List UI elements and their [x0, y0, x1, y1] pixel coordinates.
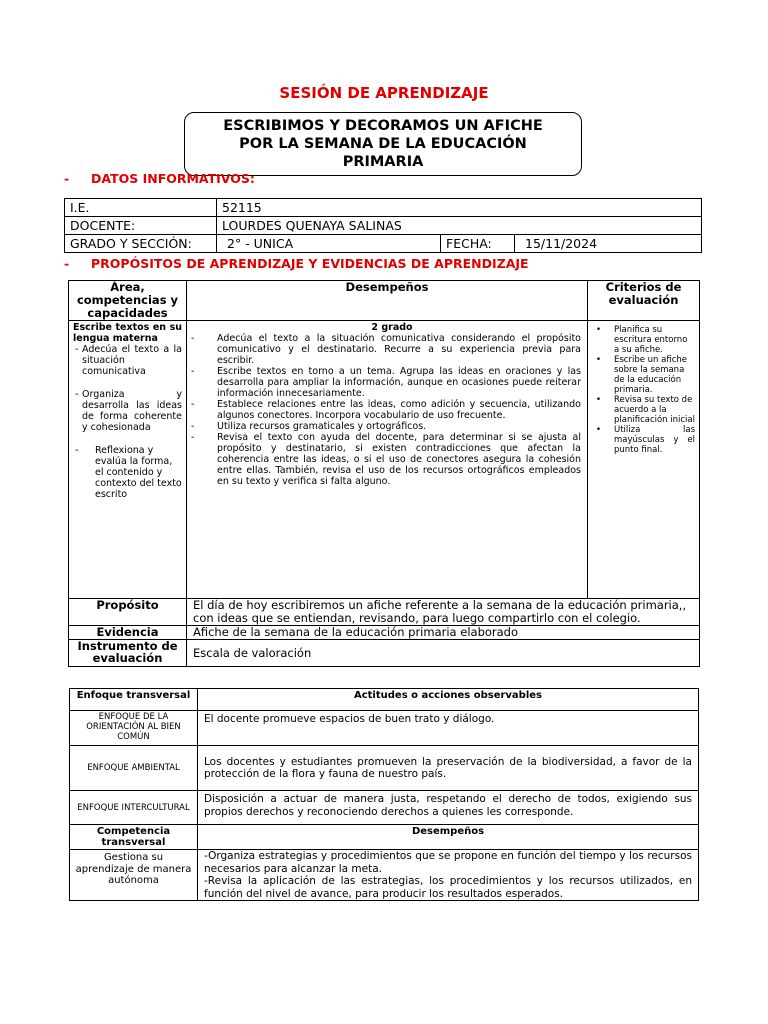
- desempeno-item: - Revisa el texto con ayuda del docente, para determinar si se ajusta al propósito y destinatario, si existen contradicciones que afectan la coherencia entre las ideas, o si el uso de conectores asegura la cohesión entre ellas. También, revisa el uso de los recursos ortográficos empleados en su texto y verifica si falta alguno.: [189, 432, 581, 487]
- instrumento-label: Instrumento de evaluación: [69, 640, 187, 667]
- header-criterios: Criterios de evaluación: [588, 281, 700, 321]
- evidencia-row: [69, 626, 700, 640]
- criterio-item: • Planifica su escritura entorno a su afiche.: [590, 325, 695, 355]
- page-title: SESIÓN DE APRENDIZAJE: [279, 84, 489, 102]
- header-area: Área, competencias y capacidades: [69, 281, 187, 321]
- criterio-item: • Revisa su texto de acuerdo a la planificación inicial: [590, 395, 695, 425]
- header-actitudes: Actitudes o acciones observables: [198, 689, 699, 711]
- enfoque-row: [70, 746, 699, 791]
- grado-value: 2° - UNICA: [217, 235, 441, 253]
- competencia-desempeno-item: -Organiza estrategias y procedimientos que se propone en función del tiempo y los recursos necesarios para alcanzar la meta.: [204, 850, 692, 875]
- info-row-ie: [65, 199, 702, 217]
- desempeno-item: - Establece relaciones entre las ideas, como adición y secuencia, utilizando algunos conectores. Incorpora vocabulario de uso frecuente.: [189, 399, 581, 421]
- enfoque-header-row: [70, 689, 699, 711]
- evidencia-text: Afiche de la semana de la educación primaria elaborado: [187, 626, 700, 640]
- enfoque-actitud: El docente promueve espacios de buen trato y diálogo.: [198, 711, 699, 746]
- header-desempenos: Desempeños: [187, 281, 588, 321]
- enfoque-row: [70, 711, 699, 746]
- competencia-transversal-name: Gestiona su aprendizaje de manera autónoma: [70, 850, 198, 901]
- capacidad-item: - Reflexiona y evalúa la forma, el contenido y contexto del texto escrito: [73, 445, 182, 500]
- area-cell: [69, 321, 187, 599]
- ie-value: 52115: [217, 199, 702, 217]
- grado-label: GRADO Y SECCIÓN:: [65, 235, 217, 253]
- plan-body-row: [69, 321, 700, 599]
- enfoque-actitud: Los docentes y estudiantes promueven la preservación de la biodiversidad, a favor de la protección de la flora y fauna de nuestro país.: [198, 746, 699, 791]
- instrumento-row: [69, 640, 700, 667]
- competencia-header-row: [70, 825, 699, 850]
- section-datos-label: DATOS INFORMATIVOS:: [91, 171, 255, 186]
- desempenos-cell: [187, 321, 588, 599]
- evidencia-label: Evidencia: [69, 626, 187, 640]
- desempeno-item: - Escribe textos en torno a un tema. Agrupa las ideas en oraciones y las desarrolla para ampliar la información, aunque en ocasiones puede reiterar información innecesariamente.: [189, 366, 581, 399]
- section-propositos-label: PROPÓSITOS DE APRENDIZAJE Y EVIDENCIAS DE APRENDIZAJE: [91, 256, 529, 271]
- enfoque-row: [70, 791, 699, 825]
- fecha-value: 15/11/2024: [515, 235, 702, 253]
- enfoque-name: ENFOQUE INTERCULTURAL: [70, 791, 198, 825]
- instrumento-text: Escala de valoración: [187, 640, 700, 667]
- ie-label: I.E.: [65, 199, 217, 217]
- info-row-grado: [65, 235, 702, 253]
- fecha-label: FECHA:: [441, 235, 515, 253]
- criterios-cell: [588, 321, 700, 599]
- session-theme-box: [184, 112, 582, 176]
- capacidad-item: - Adecúa el texto a la situación comunicativa: [73, 344, 182, 377]
- competencia-desempeno-item: -Revisa la aplicación de las estrategias, los procedimientos y los recursos utilizados, en función del nivel de avance, para producir los resultados esperados.: [204, 875, 692, 900]
- docente-label: DOCENTE:: [65, 217, 217, 235]
- header-desempenos-transversal: Desempeños: [198, 825, 699, 850]
- plan-header-row: [69, 281, 700, 321]
- grado-heading: 2 grado: [371, 322, 413, 333]
- capacidad-item: - Organiza y desarrolla las ideas de forma coherente y cohesionada: [73, 389, 182, 433]
- proposito-row: [69, 599, 700, 626]
- competencia-desempenos: [198, 850, 699, 901]
- enfoque-name: ENFOQUE DE LA ORIENTACIÓN AL BIEN COMÚN: [70, 711, 198, 746]
- enfoque-actitud: Disposición a actuar de manera justa, respetando el derecho de todos, exigiendo sus propios derechos y reconociendo derechos a quienes les corresponde.: [198, 791, 699, 825]
- info-table: [64, 198, 702, 253]
- criterio-item: • Escribe un afiche sobre la semana de la educación primaria.: [590, 355, 695, 395]
- desempeno-item: - Utiliza recursos gramaticales y ortográficos.: [189, 421, 581, 432]
- theme-line-3: PRIMARIA: [342, 154, 424, 170]
- docente-value: LOURDES QUENAYA SALINAS: [217, 217, 702, 235]
- criterio-item: • Utiliza las mayúsculas y el punto final.: [590, 425, 695, 455]
- desempeno-item: - Adecúa el texto a la situación comunicativa considerando el propósito comunicativo y el destinatario. Recurre a su experiencia previa para escribir.: [189, 333, 581, 366]
- info-row-docente: [65, 217, 702, 235]
- header-competencia: Competencia transversal: [70, 825, 198, 850]
- plan-table: [68, 280, 700, 667]
- competencia-name: Escribe textos en su lengua materna: [73, 322, 182, 344]
- enfoques-table: [69, 688, 699, 901]
- proposito-text: El día de hoy escribiremos un afiche referente a la semana de la educación primaria,, con ideas que se entiendan, revisando, para luego compartirlo con el colegio.: [187, 599, 700, 626]
- header-enfoque: Enfoque transversal: [70, 689, 198, 711]
- theme-line-1: ESCRIBIMOS Y DECORAMOS UN AFICHE: [223, 118, 543, 134]
- theme-line-2: POR LA SEMANA DE LA EDUCACIÓN: [239, 136, 527, 152]
- proposito-label: Propósito: [69, 599, 187, 626]
- enfoque-name: ENFOQUE AMBIENTAL: [70, 746, 198, 791]
- competencia-row: [70, 850, 699, 901]
